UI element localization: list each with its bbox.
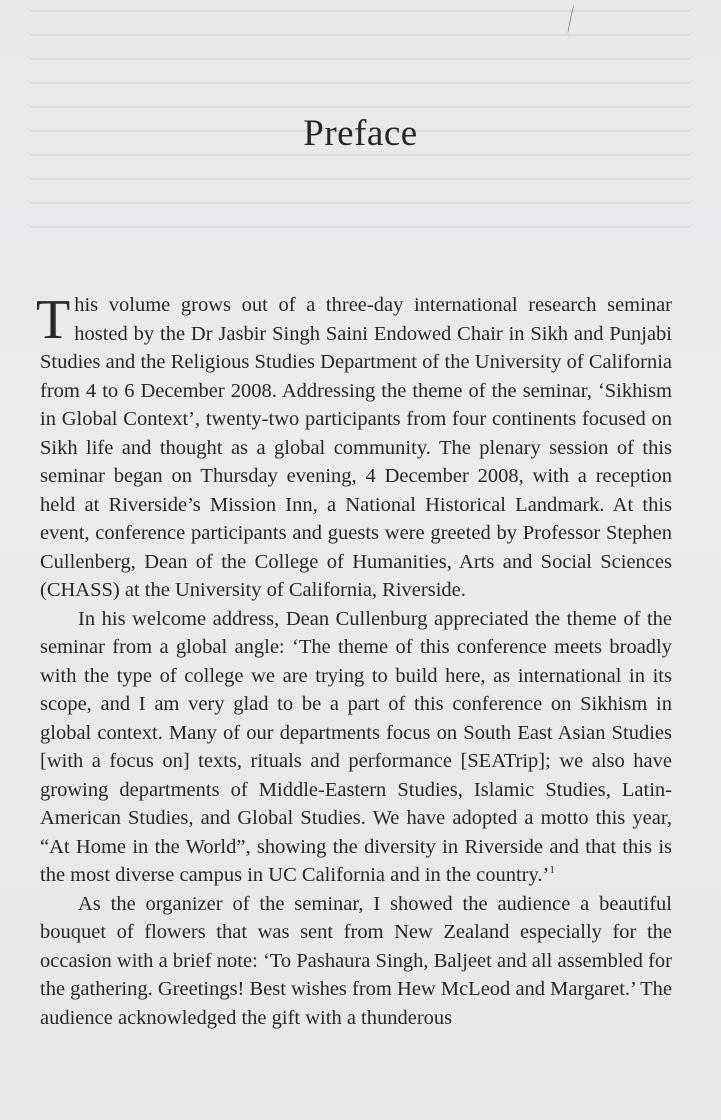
paragraph-3-text: As the organizer of the seminar, I showed the audience a beautiful bouquet of flowers that was sent from New Zealand especially for the occasion with a brief note: ‘To Pashaura Singh, Baljeet and all assembled for the gathering. Greetings! Best wishes from Hew McLeod and Margaret.’ The audience acknowledged the gift with a thunderous bbox=[40, 892, 672, 1029]
drop-cap: T bbox=[36, 289, 71, 351]
page-title: Preface bbox=[303, 113, 418, 154]
paragraph-3 bbox=[40, 890, 672, 1033]
paragraph-1-text: his volume grows out of a three-day international research seminar hosted by the Dr Jasbir Singh Saini Endowed Chair in Sikh and Punjabi Studies and the Religious Studies Department of the University of California from 4 to 6 December 2008. Addressing the theme of the seminar, ‘Sikhism in Global Context’, twenty-two participants from four continents focused on Sikh life and thought as a global community. The plenary session of this seminar began on Thursday evening, 4 December 2008, with a reception held at Riverside’s Mission Inn, a National Historical Landmark. At this event, conference participants and guests were greeted by Professor Stephen Cullenberg, Dean of the College of Humanities, Arts and Social Sciences (CHASS) at the University of California, Riverside. bbox=[40, 294, 672, 601]
footnote-marker: 1 bbox=[549, 864, 555, 877]
paragraph-1 bbox=[36, 289, 672, 605]
body-text bbox=[36, 289, 672, 1032]
paragraph-2 bbox=[40, 605, 672, 890]
paragraph-2-text: In his welcome address, Dean Cullenburg appreciated the theme of the seminar from a global angle: ‘The theme of this conference meets broadly with the type of college we are trying to build here, as international in its scope, and I am very glad to be a part of this conference on Sikhism in global context. Many of our departments focus on South East Asian Studies [with a focus on] texts, rituals and performance [SEATrip]; we also have growing departments of Middle-Eastern Studies, Islamic Studies, Latin-American Studies, and Global Studies. We have adopted a motto this year, “At Home in the World”, showing the diversity in Riverside and that this is the most diverse campus in UC California and in the country.’ bbox=[40, 607, 672, 886]
